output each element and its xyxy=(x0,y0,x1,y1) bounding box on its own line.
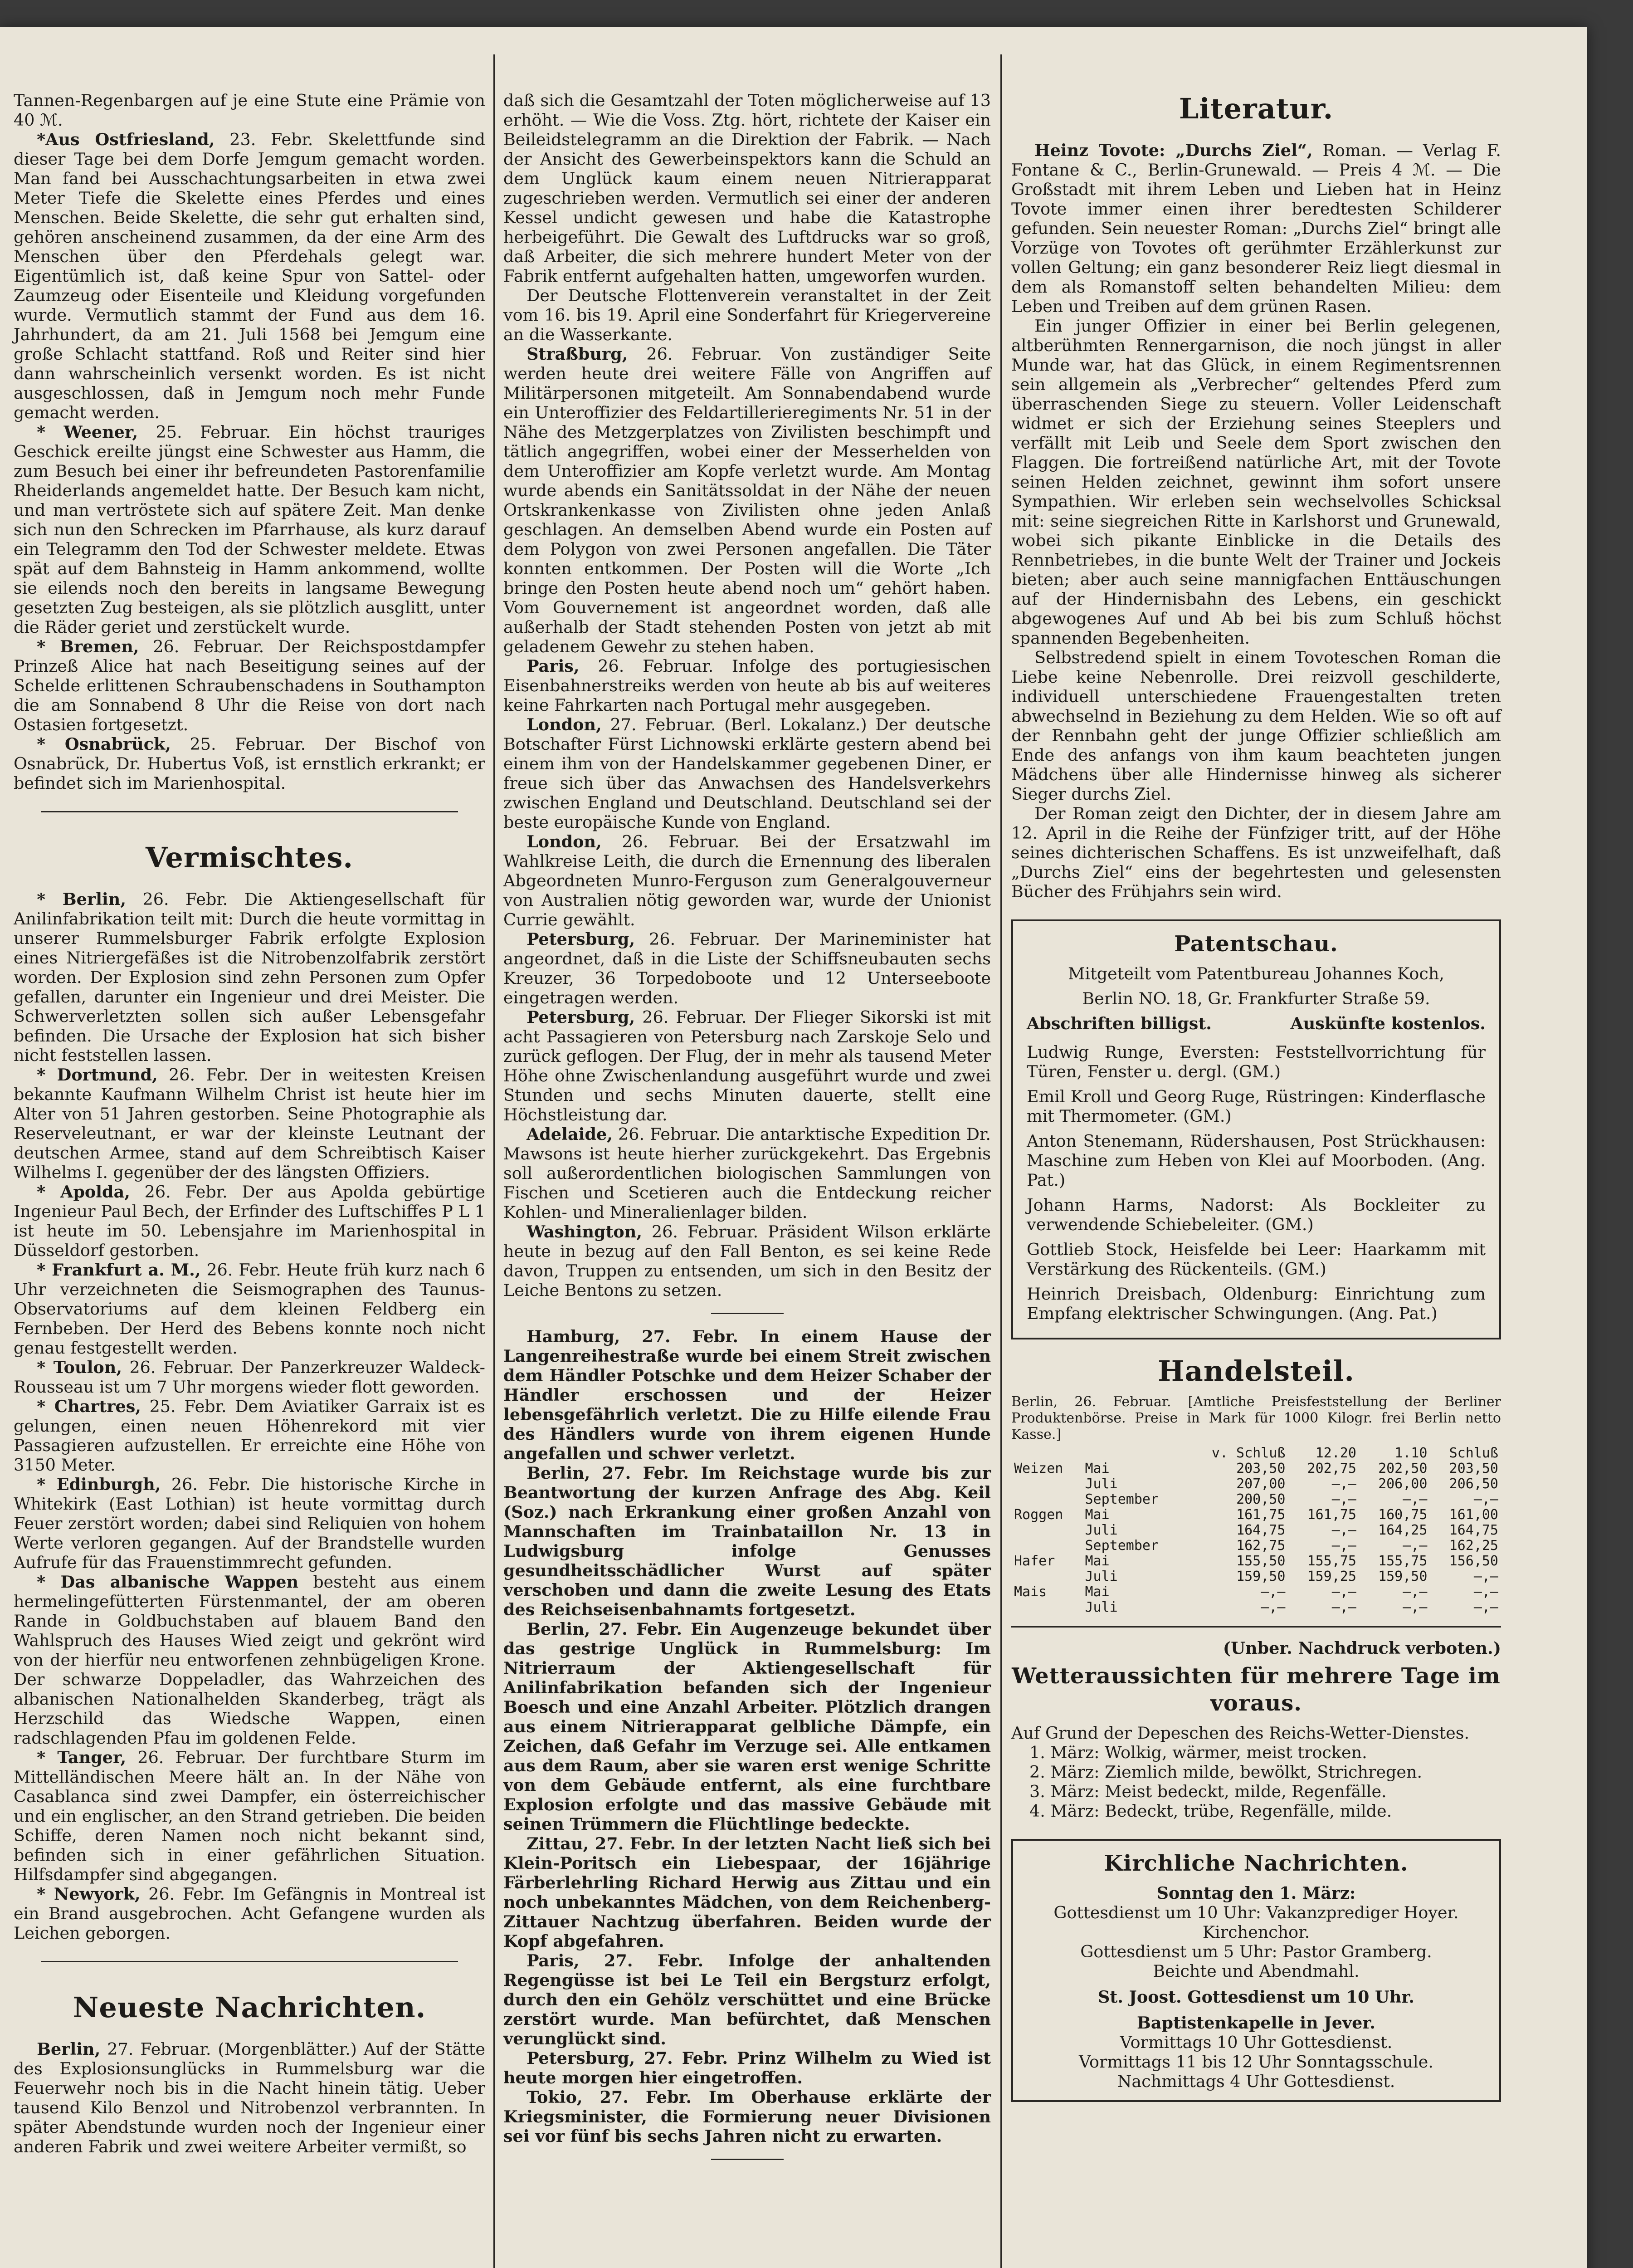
price-cell: —,— xyxy=(1403,1599,1428,1615)
article-text: 25. Februar. Ein höchst trauriges Geschick ereilte jüngst eine Schwester aus Hamm, die zum Besuch bei einer ihr befreundeten Pastorenfamilie Rheiderlands angemeldet hatte. Der Besuch kam nicht, und man vertröstete sich auf spätere Zeit. Man denke sich nun den Schrecken im Pfarrhause, als kurz darauf ein Telegramm den Tod der Schwester meldete. Etwas spät auf dem Bahnsteig in Hamm ankommend, wollte sie eilends noch den bereits in langsame Bewegung gesetzten Zug besteigen, als sie plötzlich ausglitt, unter die Räder geriet und zerstückelt wurde. xyxy=(14,422,485,637)
telegram xyxy=(503,1463,991,1619)
price-cell: 203,50 xyxy=(1449,1461,1498,1476)
church-line: Kirchenchor. xyxy=(1202,1922,1310,1942)
patent-entry: Anton Stenemann, Rüdershausen, Post Strückhausen: Maschine zum Heben von Klei auf Moorboden. (Ang. Pat.) xyxy=(1027,1131,1486,1190)
price-column-header xyxy=(1011,1446,1082,1461)
price-cell: —,— xyxy=(1403,1538,1428,1554)
telegram xyxy=(503,1834,991,1951)
patent-entry: Emil Kroll und Georg Ruge, Rüstringen: Kinderflasche mit Thermometer. (GM.) xyxy=(1027,1087,1486,1126)
church-time: Gottesdienst um 10 Uhr. xyxy=(1181,1987,1415,2007)
book-title: Heinz Tovote: „Durchs Ziel“, xyxy=(1034,141,1313,160)
price-cell: 162,25 xyxy=(1449,1538,1498,1554)
price-column-header: 1.10 xyxy=(1394,1445,1428,1461)
price-row xyxy=(1011,1538,1501,1554)
price-row xyxy=(1011,1584,1501,1600)
church-line: Nachmittags 4 Uhr Gottesdienst. xyxy=(1117,2072,1395,2091)
article xyxy=(503,1007,991,1124)
article-text: 27. Februar. (Morgenblätter.) Auf der Stätte des Explosionsunglücks in Rummelsburg war die Feuerwehr noch bis in die Nacht hinein tätig. Ueber tausend Kilo Benzol und Nitrobenzol verbrannten. In später Abendstunde wurden noch der Ingenieur einer anderen Fabrik und zwei weitere Arbeiter vermißt, so xyxy=(14,2039,485,2156)
dateline: London, xyxy=(526,715,602,734)
price-row xyxy=(1011,1461,1501,1476)
dateline: Petersburg, 27. Febr. xyxy=(526,2048,728,2068)
dateline: * Toulon, xyxy=(37,1358,122,1377)
telegram xyxy=(503,1327,991,1463)
article xyxy=(14,1748,485,1884)
telegram-text: In einem Hause der Langenreihestraße wurde bei einem Streit zwischen dem Händler Potschke und dem Heizer Schaber der Händler erschossen und der Heizer lebensgefährlich verletzt. Die zu Hilfe eilende Frau des Händlers wurde von ihrem eigenen Hunde angefallen und schwer verletzt. xyxy=(503,1327,991,1463)
telegram xyxy=(503,2087,991,2146)
column-rule xyxy=(1000,54,1002,2268)
price-cell: —,— xyxy=(1473,1491,1498,1507)
market-intro: Berlin, 26. Februar. [Amtliche Preisfeststellung der Berliner Produktenbörse. Preise in Mark für 1000 Kilogr. frei Berlin netto Kasse.] xyxy=(1011,1394,1501,1442)
article-text: Roman. — Verlag F. Fontane & C., Berlin-Grunewald. — Preis 4 ℳ. — Die Großstadt mit ihrem Leben und Lieben hat in Heinz Tovote immer einen ihrer beredtesten Schilderer gefunden. Sein neuester Roman: „Durchs Ziel“ bringt alle Vorzüge von Tovotes oft gerühmter Erzählerkunst zur vollen Geltung; ein ganz besonderer Reiz liegt diesmal in dem als Romanstoff selten behandelten Milieu: dem Leben und Treiben auf dem grünen Rasen. xyxy=(1011,141,1501,316)
commodity xyxy=(1011,1492,1082,1507)
price-cell: 164,25 xyxy=(1378,1522,1428,1538)
column-1 xyxy=(14,91,485,2156)
dateline: * Osnabrück, xyxy=(37,734,171,754)
dateline: * Bremen, xyxy=(37,637,139,656)
church-place: St. Joost. xyxy=(1097,1987,1182,2007)
price-cell: —,— xyxy=(1331,1476,1356,1492)
price-cell: 161,75 xyxy=(1236,1507,1286,1523)
price-cell: 161,00 xyxy=(1449,1507,1498,1523)
price-column-header: Schluß xyxy=(1449,1445,1498,1461)
weather-item: 4. März: Bedeckt, trübe, Regenfälle, milde. xyxy=(1029,1801,1392,1821)
dateline: * Frankfurt a. M., xyxy=(37,1260,201,1280)
patent-entry: Johann Harms, Nadorst: Als Bockleiter zu verwendende Schiebeleiter. (GM.) xyxy=(1027,1195,1486,1234)
section-heading-wetteraussichten: Wetteraussichten für mehrere Tage im voraus. xyxy=(1012,1663,1501,1716)
section-heading-literatur: Literatur. xyxy=(1179,92,1334,125)
price-cell: —,— xyxy=(1261,1599,1286,1615)
article-text: 26. Febr. Im Gefängnis in Montreal ist ein Brand ausgebrochen. Acht Gefangene wurden als Leichen geborgen. xyxy=(14,1884,485,1943)
dateline: London, xyxy=(526,832,602,851)
article xyxy=(14,734,485,793)
price-table-body xyxy=(1011,1461,1501,1615)
church-line: Vormittags 11 bis 12 Uhr Sonntagsschule. xyxy=(1079,2052,1433,2072)
article-text: 26. Februar. Bei der Ersatzwahl im Wahlkreise Leith, die durch die Ernennung des liberalen Abgeordneten Munro-Ferguson zum Generalgouverneur von Australien nötig geworden war, wurde der Unionist Currie gewählt. xyxy=(503,832,991,929)
patent-notes xyxy=(1027,1014,1486,1033)
article-text: 26. Febr. Der aus Apolda gebürtige Ingenieur Paul Bech, der Erfinder des Luftschiffes P L 1 ist heute im 50. Lebensjahre im Marienhospital in Düsseldorf gestorben. xyxy=(14,1182,485,1260)
patent-note-left: Abschriften billigst. xyxy=(1027,1014,1212,1033)
commodity xyxy=(1011,1538,1082,1554)
dateline: * Berlin, xyxy=(37,890,127,909)
article xyxy=(14,1572,485,1748)
price-row xyxy=(1011,1600,1501,1615)
price-cell: 200,50 xyxy=(1236,1491,1286,1507)
commodity xyxy=(1011,1569,1082,1584)
article xyxy=(14,1475,485,1572)
article-text: 26. Februar. Der furchtbare Sturm im Mittelländischen Meere hält an. In der Nähe von Casablanca sind zwei Dampfer, ein österreichischer und ein englischer, an den Strand getrieben. Die beiden Schiffe, deren Namen noch nicht bekannt sind, befinden sich in einer gefährlichen Situation. Hilfsdampfer sind abgegangen. xyxy=(14,1748,485,1884)
dateline: Zittau, 27. Febr. xyxy=(526,1834,676,1853)
dateline: Paris, xyxy=(526,656,580,676)
article xyxy=(14,1884,485,1943)
weather-item: 2. März: Ziemlich milde, bewölkt, Strichregen. xyxy=(1029,1762,1423,1782)
dateline: * Weener, xyxy=(37,422,138,442)
price-table-header xyxy=(1011,1446,1501,1461)
weather-list xyxy=(1011,1743,1501,1821)
patent-entry: Heinrich Dreisbach, Oldenburg: Einrichtung zum Empfang elektrischer Schwingungen. (Ang. Pat.) xyxy=(1027,1284,1486,1323)
church-date: Sonntag den 1. März: xyxy=(1156,1883,1356,1903)
delivery-month: Juli xyxy=(1085,1569,1118,1584)
weather-item: 3. März: Meist bedeckt, milde, Regenfälle. xyxy=(1029,1782,1387,1801)
church-line: Gottesdienst um 5 Uhr: Pastor Gramberg. xyxy=(1080,1942,1432,1961)
patent-entry: Gottlieb Stock, Heisfelde bei Leer: Haarkamm mit Verstärkung des Rückenteils. (GM.) xyxy=(1027,1240,1486,1279)
article-text: 26. Februar. Infolge des portugiesischen Eisenbahnerstreiks werden von heute ab bis auf weiteres keine Fahrkarten nach Portugal mehr ausgegeben. xyxy=(503,656,991,715)
newspaper-page xyxy=(0,27,1587,2268)
weather-item: 1. März: Wolkig, wärmer, meist trocken. xyxy=(1029,1743,1367,1762)
patent-box xyxy=(1011,919,1501,1339)
price-cell: 155,75 xyxy=(1307,1553,1356,1569)
price-cell: 162,75 xyxy=(1236,1538,1286,1554)
patent-note-right: Auskünfte kostenlos. xyxy=(1290,1014,1486,1033)
article-text: Der Roman zeigt den Dichter, der in diesem Jahre am 12. April in die Reihe der Fünfziger tritt, auf der Höhe seines dichterischen Schaffens. Es ist unzweifelhaft, daß „Durchs Ziel“ eins der begehrtesten und gelesensten Bücher des Frühjahrs sein wird. xyxy=(1011,804,1501,901)
price-row xyxy=(1011,1492,1501,1507)
telegram xyxy=(503,1951,991,2048)
price-row xyxy=(1011,1507,1501,1523)
article xyxy=(503,1124,991,1222)
dateline: Straßburg, xyxy=(526,344,628,364)
price-cell: 164,75 xyxy=(1449,1522,1498,1538)
article xyxy=(503,656,991,715)
dateline: * Apolda, xyxy=(37,1182,130,1202)
divider xyxy=(41,811,458,812)
dateline: Petersburg, xyxy=(526,929,635,949)
telegram-text: Im Reichstage wurde bis zur Beantwortung der kurzen Anfrage des Abg. Keil (Soz.) nach Erkrankung einer großen Anzahl von Mannschaften im Trainbataillon Nr. 13 in Ludwigsburg infolge Genusses gesundheitsschädlicher Wurst auf später verschoben und dann die zweite Lesung des Etats des Reichseisenbahnamts fortgesetzt. xyxy=(503,1463,991,1619)
price-cell: —,— xyxy=(1331,1522,1356,1538)
delivery-month: Mai xyxy=(1085,1584,1110,1600)
price-cell: —,— xyxy=(1331,1538,1356,1554)
divider xyxy=(1011,1626,1501,1628)
article xyxy=(503,832,991,929)
article xyxy=(14,422,485,637)
price-cell: —,— xyxy=(1473,1599,1498,1615)
section-heading-kirchliche-nachrichten: Kirchliche Nachrichten. xyxy=(1104,1851,1409,1876)
article-text: 26. Februar. Der Marineminister hat angeordnet, daß in die Liste der Schiffsneubauten sechs Kreuzer, 36 Torpedoboote und 12 Unterseeboote eingetragen werden. xyxy=(503,929,991,1007)
price-cell: 155,50 xyxy=(1236,1553,1286,1569)
article-text: 26. Februar. Präsident Wilson erklärte heute in bezug auf den Fall Benton, es sei keine Rede davon, Truppen zu entsenden, um sich in den Besitz der Leiche Bentons zu setzen. xyxy=(503,1222,991,1300)
price-cell: 202,50 xyxy=(1378,1461,1428,1476)
article-text: 26. Febr. Die Aktiengesellschaft für Anilinfabrikation teilt mit: Durch die heute vormittag in unserer Rummelsburger Fabrik erfolgte Explosion eines Nitriergefäßes ist die Nitrobenzolfabrik zerstört worden. Der Explosion sind zehn Personen zum Opfer gefallen, darunter ein Ingenieur und drei Meister. Die Schwerverletzten sollen sich außer Lebensgefahr befinden. Die Ursache der Explosion hat sich bisher nicht feststellen lassen. xyxy=(14,890,485,1065)
price-cell: 207,00 xyxy=(1236,1476,1286,1492)
article-text: daß sich die Gesamtzahl der Toten möglicherweise auf 13 erhöht. — Wie die Voss. Ztg. hört, richtete der Kaiser ein Beileidstelegramm an die Direktion der Fabrik. — Nach der Ansicht des Gewerbeinspektors kann die Schuld an dem Unglück kaum einem neuen Nitrierapparat zugeschrieben werden. Vermutlich sei einer der anderen Kessel undicht gewesen und habe die Katastrophe herbeigeführt. Die Gewalt des Luftdrucks war so groß, daß Arbeiter, die sich mehrere hundert Meter von der Fabrik entfernt aufgehalten hatten, umgeworfen wurden. xyxy=(503,91,991,286)
price-column-header xyxy=(1082,1446,1185,1461)
price-cell: 159,25 xyxy=(1307,1569,1356,1584)
article-text: 23. Febr. Skelettfunde sind dieser Tage bei dem Dorfe Jemgum gemacht worden. Man fand bei Ausschachtungsarbeiten in etwa zwei Meter Tiefe die Skelette eines Pferdes und eines Menschen. Beide Skelette, die sehr gut erhalten sind, gehören anscheinend zusammen, da der eine Arm des Menschen über den Pferdehals gelegt war. Eigentümlich ist, daß keine Spur von Sattel- oder Zaumzeug oder Eisenteile und Kleidung vorgefunden wurde. Vermutlich stammt der Fund aus dem 16. Jahrhundert, da am 21. Juli 1568 bei Jemgum eine große Schlacht stattfand. Roß und Reiter sind hier dann wahrscheinlich versenkt worden. Es ist nicht ausgeschlossen, daß in Jemgum noch mehr Funde gemacht werden. xyxy=(14,130,485,422)
price-row xyxy=(1011,1554,1501,1569)
price-cell: 159,50 xyxy=(1378,1569,1428,1584)
dateline: Paris, 27. Febr. xyxy=(526,1951,704,1970)
article-text: 26. Februar. Der Reichspostdampfer Prinzeß Alice hat nach Beseitigung seines auf der Schelde erlittenen Schraubenschadens in Southampton die am Sonnabend 8 Uhr die Reise von dort nach Ostasien fortgesetzt. xyxy=(14,637,486,734)
price-cell: 159,50 xyxy=(1236,1569,1286,1584)
dateline: Berlin, 27. Febr. xyxy=(526,1463,689,1483)
price-cell: 164,75 xyxy=(1236,1522,1286,1538)
article xyxy=(14,1397,485,1475)
telegram xyxy=(503,1619,991,1834)
article-text: 27. Februar. (Berl. Lokalanz.) Der deutsche Botschafter Fürst Lichnowski erklärte gestern abend bei einem ihm von der Handelskammer gegebenen Diner, er freue sich über das Anwachsen des Handelsverkehrs zwischen England und Deutschland. Deutschland sei der beste europäische Kunde von England. xyxy=(503,715,991,832)
price-cell: —,— xyxy=(1261,1584,1286,1600)
article-text: 26. Februar. Der Panzerkreuzer Waldeck-Rousseau ist um 7 Uhr morgens wieder flott geworden. xyxy=(14,1358,485,1397)
dateline: Adelaide, xyxy=(526,1124,613,1144)
dateline: Washington, xyxy=(526,1222,643,1242)
telegram-text: In der letzten Nacht ließ sich bei Klein-Poritsch ein Liebespaar, der 16jährige Färberlehrling Richard Herwig aus Zittau und ein noch unbekanntes Mädchen, von dem Reichenberg-Zittauer Nachtzug überfahren. Beiden wurde der Kopf abgefahren. xyxy=(503,1834,991,1951)
church-line xyxy=(1027,1987,1486,2007)
delivery-month: Juli xyxy=(1085,1599,1118,1615)
article-text: Ein junger Offizier in einer bei Berlin gelegenen, altberühmten Rennergarnison, die noch jüngst in aller Munde war, hat das Glück, in einem Regimentsrennen sein allgemein als „Verbrecher“ geltendes Pferd zum überraschenden Siege zu steuern. Voller Leidenschaft widmet er sich der Erziehung seines Steeplers und verfällt mit Leib und Seele dem Sport zwischen den Flaggen. Die fortreißend natürliche Art, mit der Tovote seinen Helden zeichnet, gewinnt ihm sofort unsere Sympathien. Wir erleben sein wechselvolles Schicksal mit: seine siegreichen Ritte in Karlshorst und Grunewald, wobei sich pikante Einblicke in die Details des Rennbetriebes, in die bunte Welt der Trainer und Jockeis bieten; aber auch seine mannigfachen Enttäuschungen auf der Hindernisbahn des Lebens, ein geschickt abgewogenes Auf und Ab bei bis zum Schluß höchst spannenden Begebenheiten. xyxy=(1011,316,1501,648)
article-text: besteht aus einem hermelingefütterten Fürstenmantel, der am oberen Rande in Goldbuchstaben auf blauem Band den Wahlspruch des Hauses Wied zeigt und gekrönt wird von der hierfür neu entworfenen zehnbügeligen Krone. Der schwarze Doppeladler, das Wahrzeichen des albanischen Nationalhelden Skanderbeg, trägt als Herzschild das Wiedsche Wappen, einen radschlagenden Pfau im goldenen Felde. xyxy=(14,1572,485,1748)
commodity: Hafer xyxy=(1014,1553,1055,1569)
price-cell: —,— xyxy=(1331,1584,1356,1600)
dateline: * Chartres, xyxy=(37,1397,141,1416)
dateline: * Das albanische Wappen xyxy=(37,1572,299,1592)
telegram-text: Infolge der anhaltenden Regengüsse ist bei Le Teil ein Bergsturz erfolgt, durch den ein Gehölz verschüttet und eine Brücke zerstört wurde. Man befürchtet, daß Menschen verunglückt sind. xyxy=(503,1951,991,2048)
article xyxy=(503,1222,991,1300)
church-line: Vormittags 10 Uhr Gottesdienst. xyxy=(1120,2033,1393,2052)
price-cell: 155,75 xyxy=(1378,1553,1428,1569)
patent-address: Berlin NO. 18, Gr. Frankfurter Straße 59. xyxy=(1082,989,1430,1008)
article xyxy=(14,637,485,734)
price-cell: —,— xyxy=(1403,1491,1428,1507)
divider xyxy=(41,1961,458,1962)
section-heading-patentschau: Patentschau. xyxy=(1174,931,1338,957)
dateline: * Edinburgh, xyxy=(37,1475,161,1494)
article-text: Selbstredend spielt in einem Tovoteschen Roman die Liebe keine Nebenrolle. Drei reizvoll geschilderte, individuell unterschiedene Frauengestalten treten abwechselnd in Beziehung zu dem Helden. Wie so oft auf der Rennbahn geht der junge Offizier schließlich am Ende des anfangs von ihm kaum beachteten jungen Mädchens über alle Hindernisse hinweg als sicherer Sieger durchs Ziel. xyxy=(1011,648,1501,804)
dateline: * Newyork, xyxy=(37,1884,141,1904)
dateline: Tokio, 27. Febr. xyxy=(526,2087,692,2107)
patent-intro: Mitgeteilt vom Patentbureau Johannes Koch, xyxy=(1068,964,1444,983)
article xyxy=(14,1260,485,1358)
column-rule xyxy=(493,54,495,2268)
article xyxy=(14,130,485,422)
article xyxy=(14,1358,485,1397)
telegram xyxy=(503,2048,991,2087)
dateline: *Aus Ostfriesland, xyxy=(37,130,215,149)
telegram-text: Prinz Wilhelm zu Wied ist heute morgen hier eingetroffen. xyxy=(503,2048,991,2087)
column-2 xyxy=(503,91,991,2173)
delivery-month: September xyxy=(1085,1491,1159,1507)
section-heading-vermischtes: Vermischtes. xyxy=(146,841,353,874)
price-cell: —,— xyxy=(1331,1599,1356,1615)
price-cell: 206,50 xyxy=(1449,1476,1498,1492)
price-cell: 206,00 xyxy=(1378,1476,1428,1492)
delivery-month: September xyxy=(1085,1538,1159,1554)
article xyxy=(14,1182,485,1260)
article xyxy=(14,1065,485,1182)
price-cell: 203,50 xyxy=(1236,1461,1286,1476)
article xyxy=(503,715,991,832)
section-heading-handelsteil: Handelsteil. xyxy=(1158,1354,1355,1388)
delivery-month: Juli xyxy=(1085,1476,1118,1492)
article-text: Der Deutsche Flottenverein veranstaltet in der Zeit vom 16. bis 19. April eine Sonderfahrt für Kriegervereine an die Wasserkante. xyxy=(503,286,991,344)
dateline: Hamburg, 27. Febr. xyxy=(526,1327,738,1346)
church-box xyxy=(1011,1839,1501,2102)
commodity: Roggen xyxy=(1014,1507,1063,1523)
article xyxy=(503,344,991,656)
commodity: Weizen xyxy=(1014,1461,1063,1476)
section-heading-neueste-nachrichten: Neueste Nachrichten. xyxy=(73,1991,426,2024)
article-text: 26. Februar. Die antarktische Expedition Dr. Mawsons ist heute hierher zurückgekehrt. Das Ergebnis soll außerordentlichen biologischen Sammlungen von Fischen und Scetieren auch die Entdeckung reicher Kohlen- und Mineralienlager bilden. xyxy=(503,1124,991,1222)
price-column-header: 12.20 xyxy=(1315,1445,1356,1461)
divider xyxy=(711,1313,784,1314)
church-line: Gottesdienst um 10 Uhr: Vakanzprediger Hoyer. xyxy=(1053,1903,1459,1922)
delivery-month: Mai xyxy=(1085,1507,1110,1523)
church-line: Beichte und Abendmahl. xyxy=(1153,1961,1360,1981)
article-text: 26. Febr. Heute früh kurz nach 6 Uhr verzeichneten die Seismographen des Taunus-Observatoriums auf dem kleinen Feldberg ein Fernbeben. Der Herd des Bebens konnte noch nicht genau festgestellt werden. xyxy=(14,1260,485,1358)
article-text: Tannen-Regenbargen auf je eine Stute eine Prämie von 40 ℳ. xyxy=(14,91,485,130)
dateline: * Dortmund, xyxy=(37,1065,158,1085)
commodity xyxy=(1011,1600,1082,1615)
article-text: 26. Febr. Der in weitesten Kreisen bekannte Kaufmann Wilhelm Christ ist heute hier im Alter von 51 Jahren gestorben. Seine Photographie als Reserveleutnant, er war der kleinste Leutnant der deutschen Armee, stand auf dem Schreibtisch Kaiser Wilhelms I. gegenüber der des längsten Offiziers. xyxy=(14,1065,485,1182)
price-row xyxy=(1011,1476,1501,1492)
price-row xyxy=(1011,1523,1501,1538)
delivery-month: Mai xyxy=(1085,1553,1110,1569)
article-text: 25. Febr. Dem Aviatiker Garraix ist es gelungen, einen neuen Höhenrekord mit vier Passagieren aufzustellen. Er erreichte eine Höhe von 3150 Meter. xyxy=(14,1397,485,1475)
article xyxy=(1011,141,1501,316)
weather-intro: Auf Grund der Depeschen des Reichs-Wetter-Dienstes. xyxy=(1011,1723,1470,1743)
price-cell: 160,75 xyxy=(1378,1507,1428,1523)
dateline: Petersburg, xyxy=(526,1007,635,1027)
dateline: Berlin, 27. Febr. xyxy=(526,1619,682,1639)
price-cell: —,— xyxy=(1473,1569,1498,1584)
commodity xyxy=(1011,1523,1082,1538)
dateline: * Tanger, xyxy=(37,1748,127,1767)
article-text: 26. Februar. Der Flieger Sikorski ist mit acht Passagieren von Petersburg nach Zarskoje Selo und zurück geflogen. Der Flug, der in mehr als tausend Meter Höhe ohne Zwischenlandung ausgeführt wurde und zwei Stunden und sechs Minuten dauerte, stellt eine Höchstleistung dar. xyxy=(503,1007,991,1124)
telegram-text: Ein Augenzeuge bekundet über das gestrige Unglück in Rummelsburg: Im Nitrierraum der Aktiengesellschaft für Anilinfabrikation befanden sich der Ingenieur Boesch und eine Anzahl Arbeiter. Plötzlich drangen aus einem Nitrierapparat gelbliche Dämpfe, ein Zeichen, daß Gefahr im Verzuge sei. Alle entkamen aus dem Raum, aber sie waren erst wenige Schritte von dem Gebäude entfernt, als eine furchtbare Explosion erfolgte und das massive Gebäude mit seinen Trümmern die Flüchtlinge bedeckte. xyxy=(503,1619,991,1834)
dateline: Berlin, xyxy=(37,2039,101,2059)
price-cell: —,— xyxy=(1473,1584,1498,1600)
price-cell: 202,75 xyxy=(1307,1461,1356,1476)
article xyxy=(503,929,991,1007)
delivery-month: Juli xyxy=(1085,1522,1118,1538)
column-3 xyxy=(1011,91,1501,2107)
price-cell: —,— xyxy=(1331,1491,1356,1507)
article-text: 25. Februar. Der Bischof von Osnabrück, Dr. Hubertus Voß, ist ernstlich erkrankt; er befindet sich im Marienhospital. xyxy=(14,734,486,793)
reprint-notice: (Unber. Nachdruck verboten.) xyxy=(1223,1638,1501,1658)
commodity: Mais xyxy=(1014,1584,1047,1600)
price-row xyxy=(1011,1569,1501,1584)
divider xyxy=(711,2159,784,2160)
commodity xyxy=(1011,1476,1082,1492)
delivery-month: Mai xyxy=(1085,1461,1110,1476)
article-text: 26. Febr. Die historische Kirche in Whitekirk (East Lothian) ist heute vormittag durch Feuer zerstört worden; dabei sind Reliquien von hohem Werte verloren gegangen. Auf der Brandstelle wurden Aufrufe für das Frauenstimmrecht gefunden. xyxy=(14,1475,485,1572)
telegram-text: Im Oberhause erklärte der Kriegsminister, die Formierung neuer Divisionen sei vor fünf bis sechs Jahren nicht zu erwarten. xyxy=(503,2087,991,2146)
article-text: 26. Februar. Von zuständiger Seite werden heute drei weitere Fälle von Angriffen auf Militärpersonen mitgeteilt. Am Sonnabendabend wurde ein Unteroffizier des Feldartillerieregiments Nr. 51 in der Nähe des Metzgerplatzes von Zivilisten beschimpft und tätlich angegriffen, wobei einer der Messerhelden von dem Unteroffizier am Kopfe verletzt wurde. Am Montag wurde abends ein Sanitätssoldat in der Nähe der neuen Ortskrankenkasse von Zivilisten ohne jeden Anlaß geschlagen. An demselben Abend wurde ein Posten auf dem Polygon von zwei Personen angefallen. Die Täter konnten entkommen. Der Posten will die Worte „Ich bringe den Posten heute abend noch um“ gehört haben. Vom Gouvernement ist angeordnet worden, daß alle außerhalb der Stadt stehenden Posten von jetzt ab mit geladenem Gewehr zu stehen haben. xyxy=(503,344,991,656)
price-cell: 156,50 xyxy=(1449,1553,1498,1569)
price-cell: —,— xyxy=(1403,1584,1428,1600)
price-table xyxy=(1011,1446,1501,1615)
article xyxy=(14,890,485,1065)
church-heading: Baptistenkapelle in Jever. xyxy=(1137,2013,1375,2033)
price-cell: 161,75 xyxy=(1307,1507,1356,1523)
price-column-header: v. Schluß xyxy=(1211,1445,1286,1461)
patent-entry: Ludwig Runge, Eversten: Feststellvorrichtung für Türen, Fenster u. dergl. (GM.) xyxy=(1027,1042,1486,1081)
article xyxy=(14,2039,485,2156)
